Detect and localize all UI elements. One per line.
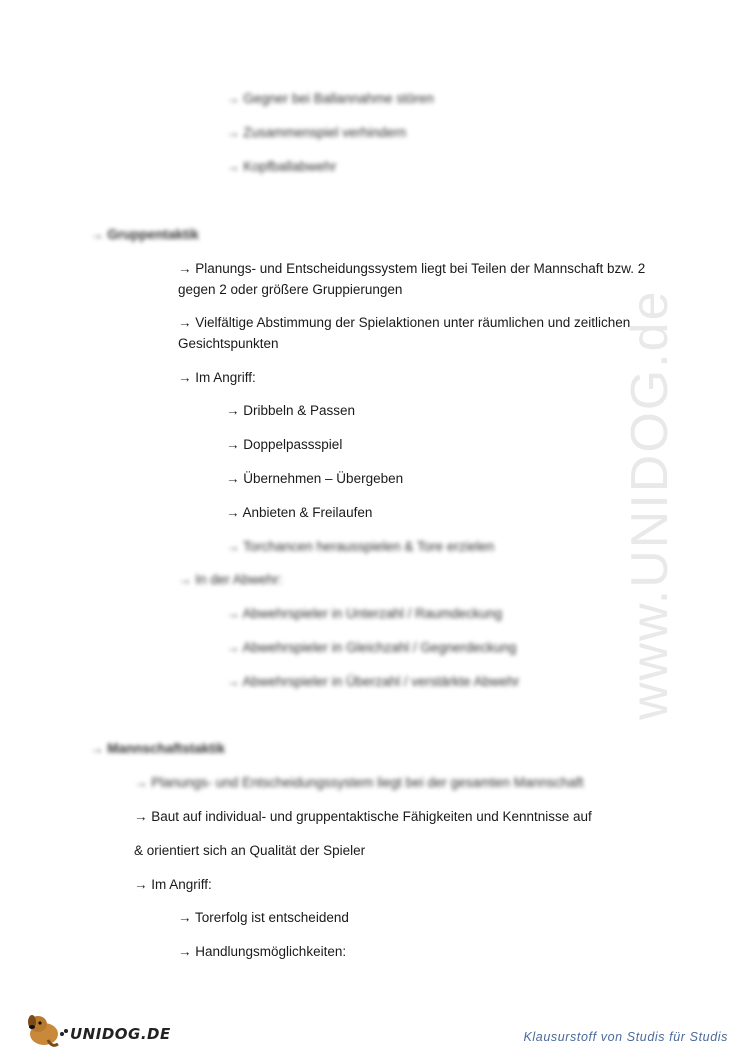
gruppe-torchancen: → Torchancen herausspielen & Tore erzielen [226, 539, 495, 554]
gruppe-dribbeln: → Dribbeln & Passen [226, 403, 356, 418]
footer-tagline: Klausurstoff von Studis für Studis [523, 1030, 728, 1044]
gruppe-ueberzahl: → Abwehrspieler in Überzahl / verstärkte Abwehr [226, 674, 520, 689]
gruppe-doppelpass: → Doppelpassspiel [226, 437, 343, 452]
bullet-gegner-stoeren: → Gegner bei Ballannahme stören [226, 91, 434, 106]
footer-logo-text: UNIDOG.DE [70, 1025, 171, 1043]
gruppe-abstimmung: → Vielfältige Abstimmung der Spielaktionen unter räumlichen und zeitlichen Gesichtspunkten [178, 315, 631, 351]
heading-mannschaftstaktik: → Mannschaftstaktik [90, 741, 226, 756]
gruppe-uebernehmen: → Übernehmen – Übergeben [226, 471, 404, 486]
mann-im-angriff: → Im Angriff: [134, 877, 212, 892]
gruppe-in-der-abwehr: → In der Abwehr: [178, 572, 283, 587]
gruppe-gleichzahl: → Abwehrspieler in Gleichzahl / Gegnerdeckung [226, 640, 517, 655]
gruppe-im-angriff: → Im Angriff: [178, 370, 256, 385]
mann-handlung: → Handlungsmöglichkeiten: [178, 944, 347, 959]
mann-orientiert: & orientiert sich an Qualität der Spieler [134, 843, 366, 858]
gruppe-unterzahl: → Abwehrspieler in Unterzahl / Raumdeckung [226, 606, 503, 621]
mann-planung: → Planungs- und Entscheidungssystem liegt bei der gesamten Mannschaft [134, 775, 584, 790]
watermark: www.UNIDOG.de [621, 289, 679, 720]
gruppe-anbieten: → Anbieten & Freilaufen [226, 505, 373, 520]
bullet-zusammenspiel: → Zusammenspiel verhindern [226, 125, 407, 140]
mann-baut-auf: → Baut auf individual- und gruppentaktische Fähigkeiten und Kenntnisse auf [134, 809, 592, 824]
gruppe-planung: → Planungs- und Entscheidungssystem liegt bei Teilen der Mannschaft bzw. 2 gegen 2 oder größere Gruppierungen [178, 261, 646, 297]
mann-torerfolg: → Torerfolg ist entscheidend [178, 910, 349, 925]
heading-gruppentaktik: → Gruppentaktik [90, 227, 199, 242]
bullet-kopfballabwehr: → Kopfballabwehr [226, 159, 337, 174]
